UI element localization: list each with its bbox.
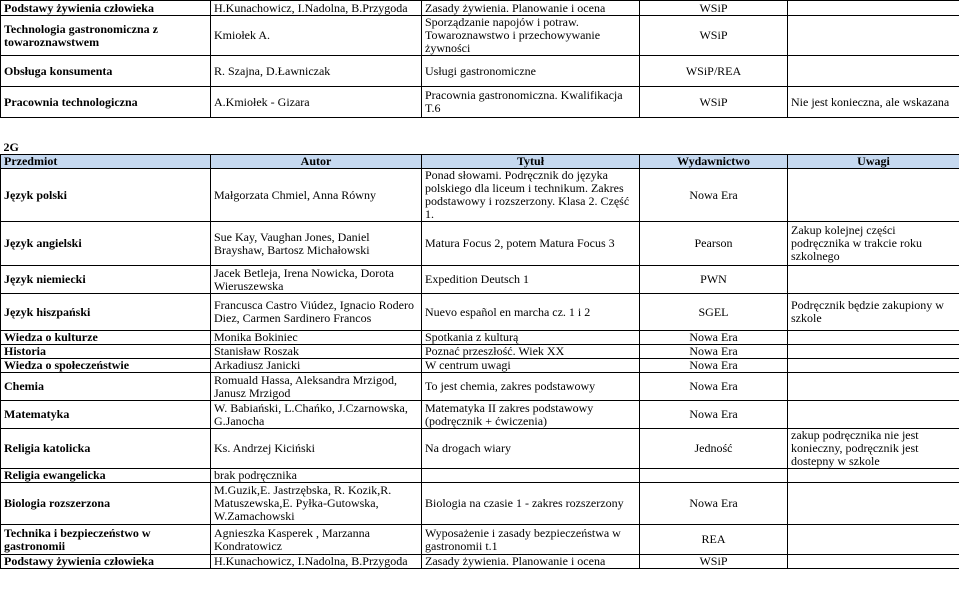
cell-przedmiot: Chemia [1,373,211,401]
cell-przedmiot: Matematyka [1,401,211,429]
table-row [1,359,959,373]
cell-wydawnictwo: WSiP [640,1,788,16]
cell-tytul: Zasady żywienia. Planowanie i ocena [422,1,640,16]
cell-przedmiot: Język angielski [1,222,211,266]
cell-przedmiot: Historia [1,345,211,359]
header-wydawnictwo: Wydawnictwo [640,155,788,169]
table-row [1,16,959,56]
cell-uwagi [788,483,959,525]
cell-tytul [422,469,640,483]
cell-tytul: Sporządzanie napojów i potraw. Towaroznawstwo i przechowywanie żywności [422,16,640,56]
cell-uwagi [788,373,959,401]
cell-wydawnictwo: Nowa Era [640,401,788,429]
section-row [1,135,959,155]
cell-autor: W. Babiański, L.Chańko, J.Czarnowska, G.Janocha [211,401,422,429]
table-row [1,469,959,483]
table-row [1,429,959,469]
cell-przedmiot: Wiedza o społeczeństwie [1,359,211,373]
cell-wydawnictwo: WSiP [640,16,788,56]
cell-przedmiot: Podstawy żywienia człowieka [1,555,211,569]
cell-uwagi [788,345,959,359]
table-row [1,294,959,331]
table-row [1,331,959,345]
cell-wydawnictwo: REA [640,525,788,555]
cell-autor: A.Kmiołek - Gizara [211,87,422,118]
cell-tytul: Usługi gastronomiczne [422,56,640,87]
cell-tytul: Spotkania z kulturą [422,331,640,345]
cell-tytul: To jest chemia, zakres podstawowy [422,373,640,401]
header-row [1,155,959,169]
table-row [1,373,959,401]
table-row [1,87,959,118]
cell-tytul: Matematyka II zakres podstawowy (podręcznik + ćwiczenia) [422,401,640,429]
cell-tytul: Matura Focus 2, potem Matura Focus 3 [422,222,640,266]
cell-wydawnictwo: SGEL [640,294,788,331]
cell-autor: Romuald Hassa, Aleksandra Mrzigod, Janusz Mrzigod [211,373,422,401]
cell-uwagi: Podręcznik będzie zakupiony w szkole [788,294,959,331]
cell-przedmiot: Technika i bezpieczeństwo w gastronomii [1,525,211,555]
header-przedmiot: Przedmiot [1,155,211,169]
cell-uwagi [788,266,959,294]
table-row [1,401,959,429]
cell-przedmiot: Pracownia technologiczna [1,87,211,118]
cell-wydawnictwo: WSiP [640,555,788,569]
cell-przedmiot: Religia ewangelicka [1,469,211,483]
cell-przedmiot: Obsługa konsumenta [1,56,211,87]
cell-uwagi: Zakup kolejnej części podręcznika w trakcie roku szkolnego [788,222,959,266]
header-tytul: Tytuł [422,155,640,169]
table-row [1,525,959,555]
cell-tytul: Nuevo español en marcha cz. 1 i 2 [422,294,640,331]
cell-tytul: Zasady żywienia. Planowanie i ocena [422,555,640,569]
cell-przedmiot: Język polski [1,169,211,222]
cell-wydawnictwo: Pearson [640,222,788,266]
cell-uwagi [788,525,959,555]
cell-tytul: Biologia na czasie 1 - zakres rozszerzony [422,483,640,525]
cell-autor: Małgorzata Chmiel, Anna Równy [211,169,422,222]
cell-uwagi [788,56,959,87]
cell-uwagi [788,169,959,222]
table-row [1,169,959,222]
cell-przedmiot: Wiedza o kulturze [1,331,211,345]
cell-przedmiot: Religia katolicka [1,429,211,469]
cell-tytul: Ponad słowami. Podręcznik do języka polskiego dla liceum i technikum. Zakres podstawowy i rozszerzony. Klasa 2. Część 1. [422,169,640,222]
table-row [1,266,959,294]
cell-uwagi [788,16,959,56]
cell-tytul: Expedition Deutsch 1 [422,266,640,294]
header-autor: Autor [211,155,422,169]
cell-wydawnictwo [640,469,788,483]
header-uwagi: Uwagi [788,155,959,169]
table-row [1,555,959,569]
cell-tytul: Poznać przeszłość. Wiek XX [422,345,640,359]
cell-wydawnictwo: WSiP [640,87,788,118]
cell-przedmiot: Biologia rozszerzona [1,483,211,525]
cell-wydawnictwo: Nowa Era [640,373,788,401]
cell-wydawnictwo: Nowa Era [640,169,788,222]
cell-tytul: Pracownia gastronomiczna. Kwalifikacja T.6 [422,87,640,118]
cell-autor: Kmiołek A. [211,16,422,56]
table-row [1,345,959,359]
cell-wydawnictwo: Nowa Era [640,359,788,373]
spacer-row [1,118,959,135]
cell-wydawnictwo: Nowa Era [640,345,788,359]
cell-uwagi [788,1,959,16]
cell-wydawnictwo: Nowa Era [640,331,788,345]
table-row [1,1,959,16]
cell-uwagi [788,555,959,569]
cell-tytul: W centrum uwagi [422,359,640,373]
cell-uwagi [788,469,959,483]
cell-uwagi: Nie jest konieczna, ale wskazana [788,87,959,118]
cell-wydawnictwo: PWN [640,266,788,294]
table-row [1,56,959,87]
cell-wydawnictwo: WSiP/REA [640,56,788,87]
cell-autor: Sue Kay, Vaughan Jones, Daniel Brayshaw, Bartosz Michałowski [211,222,422,266]
cell-autor: Francusca Castro Viúdez, Ignacio Rodero Diez, Carmen Sardinero Francos [211,294,422,331]
cell-autor: Stanisław Roszak [211,345,422,359]
cell-tytul: Wyposażenie i zasady bezpieczeństwa w gastronomii t.1 [422,525,640,555]
cell-wydawnictwo: Nowa Era [640,483,788,525]
cell-autor: Agnieszka Kasperek , Marzanna Kondratowicz [211,525,422,555]
cell-autor: brak podręcznika [211,469,422,483]
cell-przedmiot: Język niemiecki [1,266,211,294]
cell-uwagi [788,401,959,429]
cell-autor: Jacek Betleja, Irena Nowicka, Dorota Wieruszewska [211,266,422,294]
cell-uwagi: zakup podręcznika nie jest konieczny, podręcznik jest dostepny w szkole [788,429,959,469]
cell-wydawnictwo: Jedność [640,429,788,469]
cell-autor: H.Kunachowicz, I.Nadolna, B.Przygoda [211,555,422,569]
cell-autor: H.Kunachowicz, I.Nadolna, B.Przygoda [211,1,422,16]
cell-uwagi [788,359,959,373]
cell-przedmiot: Podstawy żywienia człowieka [1,1,211,16]
cell-przedmiot: Technologia gastronomiczna z towaroznawstwem [1,16,211,56]
cell-autor: Monika Bokiniec [211,331,422,345]
table-row [1,222,959,266]
cell-uwagi [788,331,959,345]
cell-tytul: Na drogach wiary [422,429,640,469]
table-row [1,483,959,525]
cell-przedmiot: Język hiszpański [1,294,211,331]
cell-autor: R. Szajna, D.Ławniczak [211,56,422,87]
section-title: 2G [3,140,19,154]
cell-autor: Ks. Andrzej Kiciński [211,429,422,469]
cell-autor: M.Guzik,E. Jastrzębska, R. Kozik,R. Matuszewska,E. Pyłka-Gutowska, W.Zamachowski [211,483,422,525]
cell-autor: Arkadiusz Janicki [211,359,422,373]
